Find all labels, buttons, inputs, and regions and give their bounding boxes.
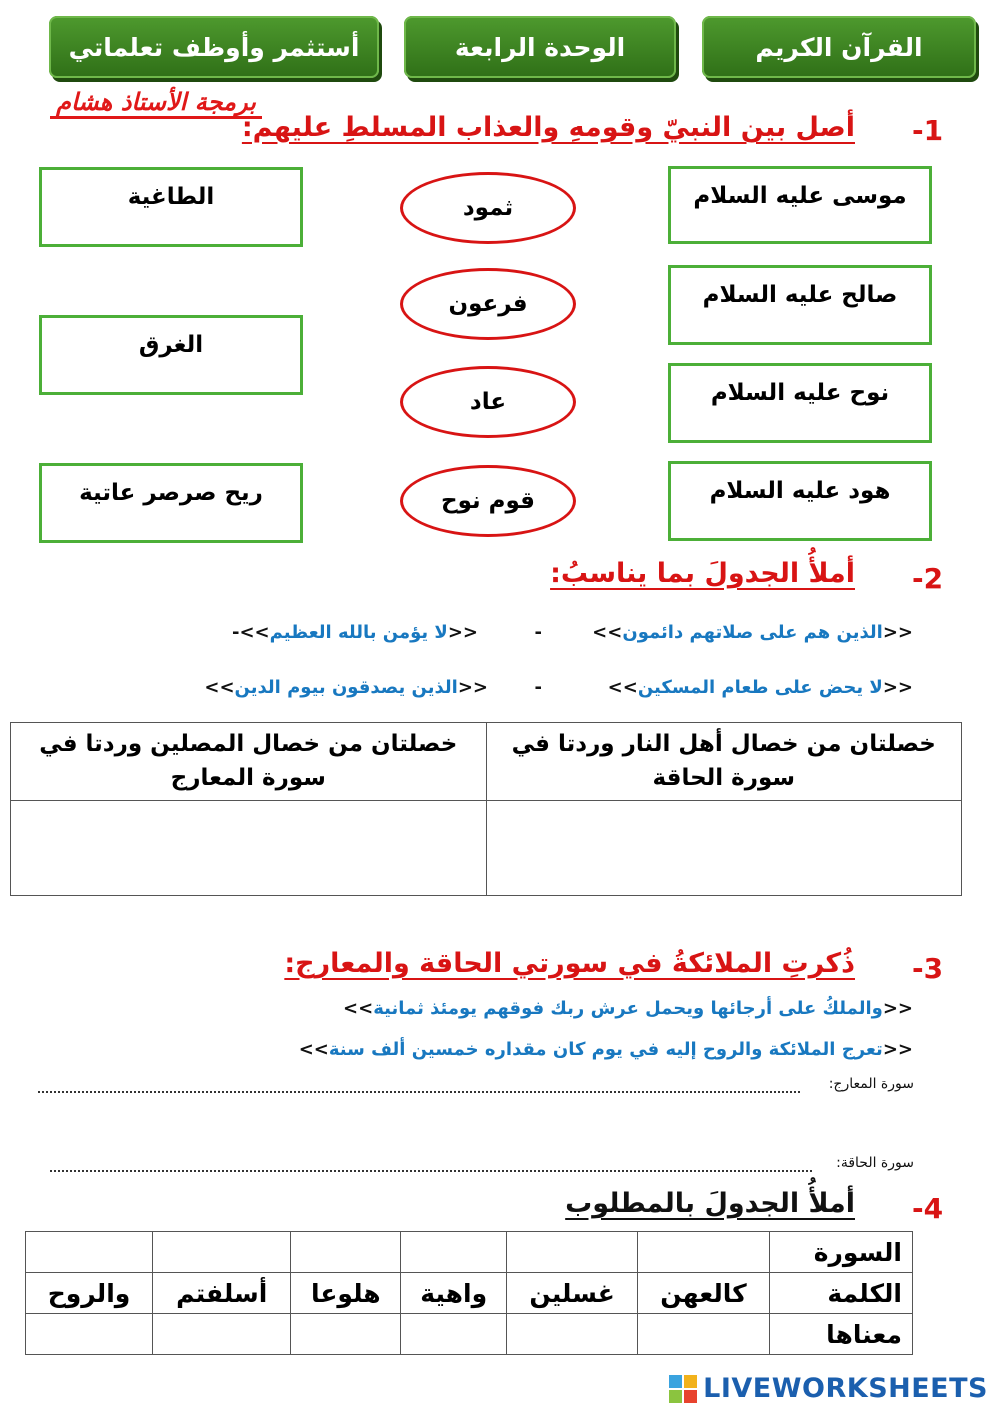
- q1-title: أصل بين النبيّ وقومهِ والعذاب المسلطِ عليهم:: [241, 112, 855, 143]
- verse-text: تعرج الملائكة والروح إليه في يوم كان مقداره خمسين ألف سنة: [328, 1039, 883, 1060]
- answer-line-maarij[interactable]: [38, 1091, 800, 1093]
- angels-verse-1: [343, 998, 913, 1019]
- q2-number: -2: [912, 562, 944, 595]
- close-bracket: >>: [298, 1039, 329, 1060]
- q4-number: -4: [912, 1192, 944, 1225]
- author-credit: برمجة الأستاذ هشام: [50, 88, 262, 119]
- prophet-box-3[interactable]: [668, 363, 932, 443]
- people-oval-1[interactable]: [400, 172, 576, 244]
- separator: -: [534, 622, 542, 643]
- meaning-cell[interactable]: [26, 1314, 153, 1355]
- verse-text: لا يحض على طعام المسكين: [637, 677, 883, 698]
- verse-text: لا يؤمن بالله العظيم: [269, 622, 448, 643]
- answer-cell-worshippers[interactable]: [11, 801, 487, 896]
- q3-title: ذُكرتِ الملائكةُ في سورتي الحاقة والمعارج:: [284, 948, 855, 979]
- close-bracket: >>: [204, 677, 235, 698]
- surah-cell[interactable]: [153, 1232, 291, 1273]
- verse-text: والملكُ على أرجائها ويحمل عرش ربك فوقهم يومئذ ثمانية: [373, 998, 883, 1019]
- punishment-box-2[interactable]: [39, 315, 303, 395]
- label-maarij: سورة المعارج:: [828, 1076, 914, 1092]
- prophet-box-4[interactable]: [668, 461, 932, 541]
- subject-label: القرآن الكريم: [755, 32, 923, 62]
- people-oval-2[interactable]: [400, 268, 576, 340]
- verse-1: [592, 622, 913, 643]
- q3-number: -3: [912, 952, 944, 985]
- q2-title: أملأُ الجدولَ بما يناسبُ:: [550, 558, 855, 589]
- verse-text: الذين هم على صلاتهم دائمون: [622, 622, 883, 643]
- punishment-box-1[interactable]: [39, 167, 303, 247]
- verse-4: [204, 677, 488, 698]
- verse-text: الذين يصدقون بيوم الدين: [234, 677, 458, 698]
- punishment-label: ريح صرصر عاتية: [79, 480, 263, 506]
- punishment-label: الطاغية: [127, 184, 215, 210]
- punishment-label: الغرق: [138, 332, 204, 358]
- angels-verse-2: [299, 1039, 913, 1060]
- open-bracket: <<: [447, 622, 478, 643]
- surah-cell[interactable]: [401, 1232, 507, 1273]
- meaning-cell[interactable]: [637, 1314, 769, 1355]
- prophet-label: هود عليه السلام: [709, 478, 891, 504]
- meaning-cell[interactable]: [507, 1314, 638, 1355]
- subject-banner: [702, 16, 976, 78]
- q4-title: أملأُ الجدولَ بالمطلوب: [565, 1188, 855, 1219]
- prophet-label: نوح عليه السلام: [710, 380, 890, 406]
- logo-icon: [669, 1375, 697, 1403]
- activity-banner: [49, 16, 379, 78]
- vocab-table: [25, 1231, 913, 1355]
- meaning-cell[interactable]: [153, 1314, 291, 1355]
- punishment-box-3[interactable]: [39, 463, 303, 543]
- row-label-meaning: معناها: [770, 1314, 913, 1355]
- people-oval-4[interactable]: [400, 465, 576, 537]
- prophet-label: صالح عليه السلام: [702, 282, 898, 308]
- prophet-box-1[interactable]: [668, 166, 932, 244]
- close-bracket: >>: [592, 622, 623, 643]
- q1-number: -1: [912, 114, 944, 147]
- verse-separator: [535, 677, 542, 698]
- label-haqqa: سورة الحاقة:: [836, 1155, 914, 1171]
- people-label: عاد: [469, 389, 507, 415]
- open-bracket: <<: [882, 622, 913, 643]
- prophet-label: موسى عليه السلام: [693, 183, 907, 209]
- traits-table: [10, 722, 962, 896]
- open-bracket: <<: [882, 677, 913, 698]
- activity-label: أستثمر وأوظف تعلماتي: [68, 32, 360, 62]
- prophet-box-2[interactable]: [668, 265, 932, 345]
- people-label: ثمود: [462, 195, 514, 221]
- meaning-cell[interactable]: [401, 1314, 507, 1355]
- open-bracket: <<: [882, 1039, 913, 1060]
- word-cell: غسلين: [507, 1273, 638, 1314]
- col-header-worshippers: خصلتان من خصال المصلين وردتا في سورة المعارج: [11, 723, 487, 801]
- logo-text: LIVEWORKSHEETS: [703, 1373, 988, 1404]
- answer-line-haqqa[interactable]: [50, 1170, 812, 1172]
- people-label: فرعون: [448, 291, 528, 317]
- col-header-fire: خصلتان من خصال أهل النار وردتا في سورة الحاقة: [486, 723, 962, 801]
- word-cell: هلوعا: [291, 1273, 401, 1314]
- surah-cell[interactable]: [637, 1232, 769, 1273]
- row-label-surah: السورة: [770, 1232, 913, 1273]
- liveworksheets-logo: [669, 1373, 988, 1404]
- verse-3: [608, 677, 913, 698]
- surah-cell[interactable]: [26, 1232, 153, 1273]
- people-oval-3[interactable]: [400, 366, 576, 438]
- meaning-cell[interactable]: [291, 1314, 401, 1355]
- separator: -: [534, 677, 542, 698]
- verse-2: [232, 622, 478, 643]
- close-bracket: >>-: [231, 622, 270, 643]
- surah-cell[interactable]: [291, 1232, 401, 1273]
- close-bracket: >>: [607, 677, 638, 698]
- word-cell: والروح: [26, 1273, 153, 1314]
- verse-separator: [535, 622, 542, 643]
- unit-label: الوحدة الرابعة: [454, 32, 626, 62]
- word-cell: أسلفتم: [153, 1273, 291, 1314]
- unit-banner: [404, 16, 676, 78]
- surah-cell[interactable]: [507, 1232, 638, 1273]
- open-bracket: <<: [882, 998, 913, 1019]
- close-bracket: >>: [343, 998, 374, 1019]
- answer-cell-fire[interactable]: [486, 801, 962, 896]
- word-cell: كالعهن: [637, 1273, 769, 1314]
- open-bracket: <<: [457, 677, 488, 698]
- people-label: قوم نوح: [441, 488, 535, 514]
- row-label-word: الكلمة: [770, 1273, 913, 1314]
- word-cell: واهية: [401, 1273, 507, 1314]
